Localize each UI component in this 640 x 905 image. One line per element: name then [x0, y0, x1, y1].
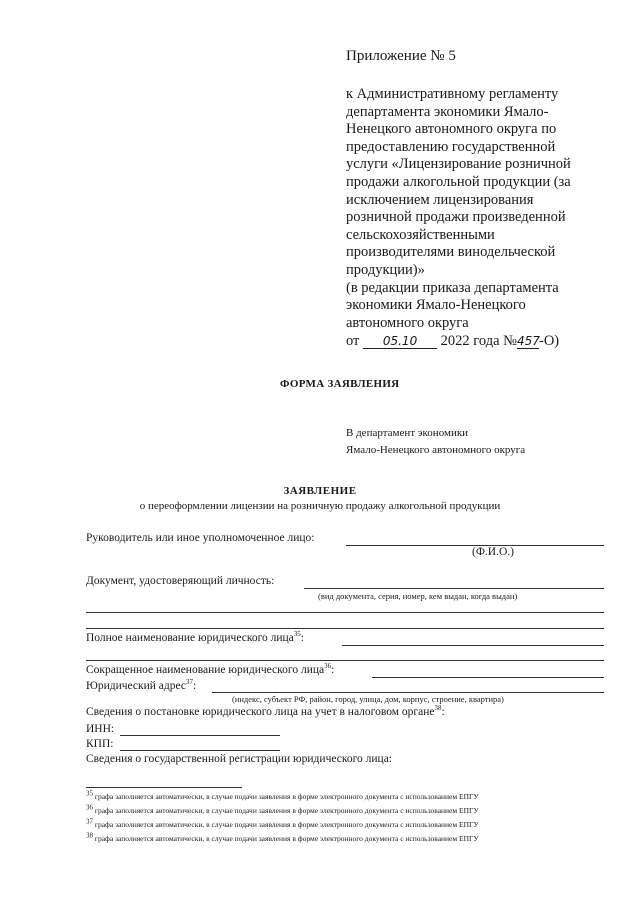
- appendix-reference: [346, 86, 616, 332]
- inn-label: ИНН:: [86, 723, 115, 735]
- tax-label-text: Сведения о постановке юридического лица на учет в налоговом органе: [86, 706, 435, 718]
- appendix-line: производителями винодельческой: [346, 244, 556, 261]
- short-name-input-line[interactable]: [372, 677, 604, 678]
- appendix-line: экономики Ямало-Ненецкого: [346, 297, 526, 314]
- addressee-line-1: В департамент экономики: [346, 427, 469, 439]
- footnote-text: графа заполняется автоматически, в случае подачи заявления в форме электронного документа с использованием ЕПГУ: [94, 834, 479, 843]
- footnote: [86, 803, 479, 815]
- footnote-mark: 35: [86, 789, 93, 798]
- address-label-text: Юридический адрес: [86, 680, 186, 692]
- address-label: Юридический адрес$^{37}$:: [86, 678, 197, 692]
- full-name-label-text: Полное наименование юридического лица: [86, 632, 294, 644]
- footnote-text: графа заполняется автоматически, в случае подачи заявления в форме электронного документа с использованием ЕПГУ: [94, 792, 479, 801]
- short-name-label: Сокращенное наименование юридического лица$^{36}$:: [86, 662, 335, 676]
- footnote: [86, 789, 479, 801]
- handwritten-number: 457: [516, 334, 540, 348]
- appendix-line: Ненецкого автономного округа по: [346, 121, 557, 138]
- id-doc-label: Документ, удостоверяющий личность:: [86, 575, 275, 587]
- head-label: Руководитель или иное уполномоченное лицо:: [86, 532, 315, 544]
- id-doc-hint: (вид документа, серия, номер, кем выдан, когда выдан): [318, 591, 518, 601]
- inn-input-line[interactable]: [120, 735, 280, 736]
- footnote-ref-38: 38: [434, 704, 442, 713]
- footnote-mark: 37: [86, 817, 93, 826]
- year-text: 2022 года №: [440, 333, 517, 349]
- footnote: [86, 817, 479, 829]
- appendix-line: продажи алкогольной продукции (за: [346, 173, 571, 190]
- address-input-line[interactable]: [212, 692, 604, 693]
- appendix-line: розничной продажи произведенной: [346, 209, 566, 226]
- addressee-line-2: Ямало-Ненецкого автономного округа: [346, 444, 526, 456]
- appendix-line: продукции)»: [346, 261, 425, 278]
- appendix-line: к Административному регламенту: [346, 86, 559, 102]
- id-doc-input-line[interactable]: [304, 588, 604, 589]
- statement-title: ЗАЯВЛЕНИЕ: [283, 485, 357, 497]
- appendix-line: сельскохозяйственными: [346, 226, 495, 243]
- full-name-label: Полное наименование юридического лица$^{35}$:: [86, 630, 304, 644]
- kpp-label: КПП:: [86, 738, 114, 750]
- form-heading: ФОРМА ЗАЯВЛЕНИЯ: [280, 378, 400, 390]
- footnote-mark: 38: [86, 831, 93, 840]
- full-name-input-line[interactable]: [342, 645, 604, 646]
- footnote-text: графа заполняется автоматически, в случае подачи заявления в форме электронного документа с использованием ЕПГУ: [94, 806, 479, 815]
- id-doc-input-line-3[interactable]: [86, 628, 604, 629]
- appendix-line: департамента экономики Ямало-: [346, 103, 549, 120]
- full-name-input-line-2[interactable]: [86, 660, 604, 661]
- registration-label: Сведения о государственной регистрации юридического лица:: [86, 753, 392, 765]
- appendix-line: исключением лицензирования: [346, 191, 534, 208]
- footnote: [86, 831, 479, 843]
- appendix-line: услуги «Лицензирование розничной: [346, 156, 571, 173]
- appendix-line: (в редакции приказа департамента: [346, 279, 559, 296]
- statement-subtitle: о переоформлении лицензии на розничную продажу алкогольной продукции: [139, 500, 501, 512]
- footnote-mark: 36: [86, 803, 93, 812]
- footnote-ref-36: 36: [324, 662, 332, 671]
- date-prefix: от: [346, 333, 360, 349]
- appendix-line: предоставлению государственной: [346, 138, 556, 155]
- fio-hint: (Ф.И.О.): [472, 546, 514, 558]
- id-doc-input-line-2[interactable]: [86, 612, 604, 613]
- footnote-ref-37: 37: [185, 678, 193, 687]
- order-date-line: [346, 333, 559, 350]
- address-hint: (индекс, субъект РФ, район, город, улица, дом, корпус, строение, квартира): [232, 694, 504, 704]
- footnote-separator: [86, 787, 242, 788]
- footnote-ref-35: 35: [293, 630, 301, 639]
- appendix-title: Приложение № 5: [346, 48, 456, 64]
- number-suffix: -О): [538, 333, 560, 349]
- short-name-label-text: Сокращенное наименование юридического лица: [86, 664, 325, 676]
- handwritten-date: 05.10: [363, 335, 437, 349]
- appendix-line: автономного округа: [346, 314, 469, 331]
- addressee-block: [346, 425, 525, 459]
- kpp-input-line[interactable]: [120, 750, 280, 751]
- footnote-text: графа заполняется автоматически, в случае подачи заявления в форме электронного документа с использованием ЕПГУ: [94, 820, 479, 829]
- tax-label: Сведения о постановке юридического лица на учет в налоговом органе$^{38}$:: [86, 704, 445, 718]
